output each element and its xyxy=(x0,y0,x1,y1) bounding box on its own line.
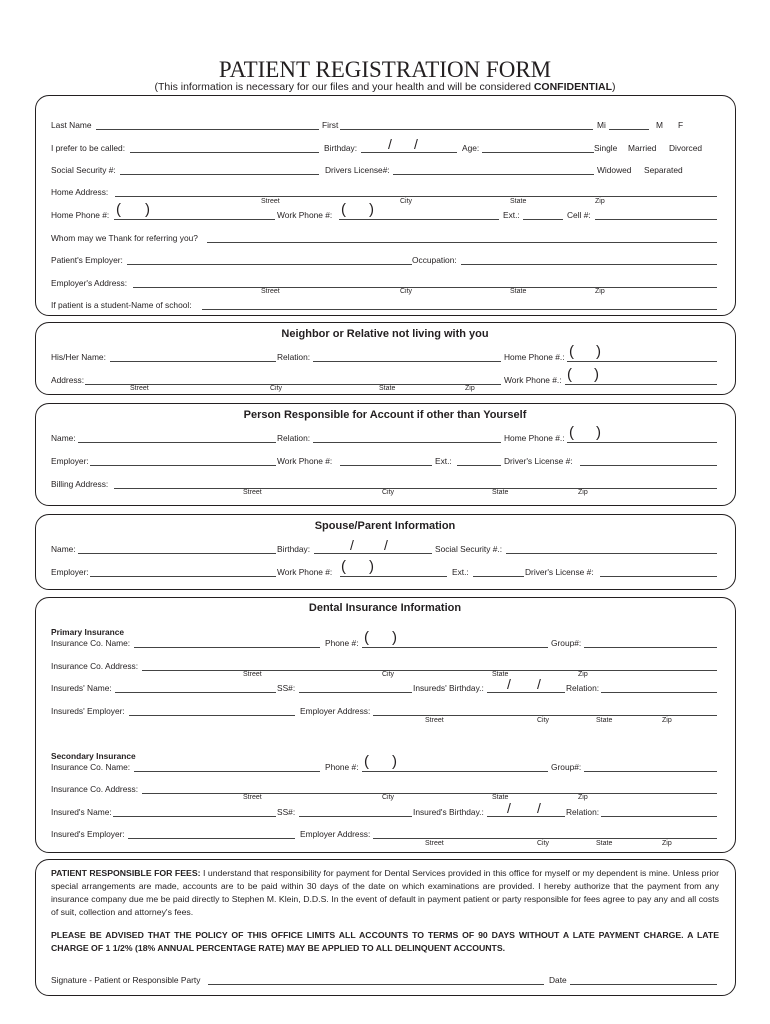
area-code-open: ( xyxy=(364,629,369,646)
primary-phone-label: Phone #: xyxy=(325,638,359,648)
secondary-co-name-input[interactable] xyxy=(134,771,320,772)
home-phone-label: Home Phone #: xyxy=(51,210,110,220)
zip-caption: Zip xyxy=(662,717,672,724)
responsible-name-label: Name: xyxy=(51,433,76,443)
city-caption: City xyxy=(537,717,550,724)
zip-caption: Zip xyxy=(595,198,605,205)
zip-caption: Zip xyxy=(595,288,605,295)
date-slash: / xyxy=(384,537,388,553)
employer-address-label: Employer's Address: xyxy=(51,278,128,288)
primary-insured-birthday-label: Insureds' Birthday.: xyxy=(413,683,484,693)
secondary-relation-label: Relation: xyxy=(566,807,600,817)
status-divorced-option[interactable]: Divorced xyxy=(669,143,703,153)
secondary-insured-name-label: Insured's Name: xyxy=(51,807,112,817)
secondary-insured-birthday-input[interactable] xyxy=(487,816,565,817)
responsible-home-phone-input[interactable] xyxy=(567,442,717,443)
primary-phone-input[interactable] xyxy=(362,647,548,648)
date-slash: / xyxy=(414,136,418,152)
secondary-insurance-heading: Secondary Insurance xyxy=(51,751,136,761)
responsible-ext-label: Ext.: xyxy=(435,456,452,466)
spouse-employer-input[interactable] xyxy=(90,576,276,577)
primary-co-name-input[interactable] xyxy=(134,647,320,648)
area-code-close: ) xyxy=(369,558,374,575)
spouse-name-label: Name: xyxy=(51,544,76,554)
drivers-license-input[interactable] xyxy=(393,174,594,175)
status-single-option[interactable]: Single xyxy=(594,143,618,153)
primary-insured-name-label: Insureds' Name: xyxy=(51,683,112,693)
middle-initial-label: Mi xyxy=(597,120,606,130)
primary-insured-employer-label: Insureds' Employer: xyxy=(51,706,125,716)
area-code-close: ) xyxy=(594,366,599,383)
state-caption: State xyxy=(510,288,527,295)
secondary-insured-employer-input[interactable] xyxy=(128,838,295,839)
date-slash: / xyxy=(388,136,392,152)
referral-input[interactable] xyxy=(207,242,717,243)
state-caption: State xyxy=(492,671,509,678)
area-code-open: ( xyxy=(569,343,574,360)
occupation-label: Occupation: xyxy=(412,255,457,265)
street-caption: Street xyxy=(130,385,149,392)
street-caption: Street xyxy=(425,840,444,847)
city-caption: City xyxy=(382,489,395,496)
area-code-open: ( xyxy=(569,424,574,441)
spouse-name-input[interactable] xyxy=(78,553,276,554)
street-caption: Street xyxy=(243,671,262,678)
responsible-home-phone-label: Home Phone #.: xyxy=(504,433,565,443)
responsible-employer-input[interactable] xyxy=(90,465,276,466)
zip-caption: Zip xyxy=(662,840,672,847)
status-widowed-option[interactable]: Widowed xyxy=(597,165,632,175)
primary-relation-input[interactable] xyxy=(601,692,717,693)
primary-relation-label: Relation: xyxy=(566,683,600,693)
state-caption: State xyxy=(492,794,509,801)
date-slash: / xyxy=(350,537,354,553)
secondary-ss-input[interactable] xyxy=(299,816,412,817)
subtitle-close: ) xyxy=(612,81,616,93)
middle-initial-input[interactable] xyxy=(609,129,649,130)
ext-label: Ext.: xyxy=(503,210,520,220)
spouse-birthday-label: Birthday: xyxy=(277,544,311,554)
cell-phone-input[interactable] xyxy=(595,219,717,220)
responsible-employer-label: Employer: xyxy=(51,456,89,466)
city-caption: City xyxy=(537,840,550,847)
spouse-ext-input[interactable] xyxy=(473,576,524,577)
street-caption: Street xyxy=(261,198,280,205)
street-caption: Street xyxy=(243,794,262,801)
area-code-open: ( xyxy=(341,558,346,575)
neighbor-home-phone-input[interactable] xyxy=(567,361,717,362)
spouse-ssn-input[interactable] xyxy=(506,553,717,554)
secondary-co-address-input[interactable] xyxy=(142,793,717,794)
fees-heading: PATIENT RESPONSIBLE FOR FEES: xyxy=(51,868,201,878)
neighbor-work-phone-input[interactable] xyxy=(565,384,717,385)
birthday-input[interactable] xyxy=(361,152,457,153)
primary-ss-label: SS#: xyxy=(277,683,296,693)
neighbor-work-phone-label: Work Phone #.: xyxy=(504,375,562,385)
spouse-license-input[interactable] xyxy=(600,576,717,577)
home-phone-input[interactable] xyxy=(114,219,275,220)
status-separated-option[interactable]: Separated xyxy=(644,165,683,175)
sex-male-option[interactable]: M xyxy=(656,120,663,130)
city-caption: City xyxy=(382,794,395,801)
secondary-relation-input[interactable] xyxy=(601,816,717,817)
zip-caption: Zip xyxy=(465,385,475,392)
state-caption: State xyxy=(510,198,527,205)
neighbor-section-title: Neighbor or Relative not living with you xyxy=(281,328,489,340)
dental-insurance-section xyxy=(35,597,736,853)
area-code-close: ) xyxy=(392,753,397,770)
zip-caption: Zip xyxy=(578,794,588,801)
first-name-input[interactable] xyxy=(340,129,593,130)
zip-caption: Zip xyxy=(578,489,588,496)
secondary-group-label: Group#: xyxy=(551,762,582,772)
cell-phone-label: Cell #: xyxy=(567,210,591,220)
neighbor-name-input[interactable] xyxy=(110,361,276,362)
responsible-section-title: Person Responsible for Account if other than Yourself xyxy=(243,409,527,421)
secondary-employer-address-label: Employer Address: xyxy=(300,829,371,839)
responsible-work-phone-input[interactable] xyxy=(340,465,432,466)
secondary-co-address-label: Insurance Co. Address: xyxy=(51,784,139,794)
neighbor-home-phone-label: Home Phone #.: xyxy=(504,352,565,362)
date-slash: / xyxy=(537,676,541,692)
secondary-co-name-label: Insurance Co. Name: xyxy=(51,762,131,772)
form-subtitle xyxy=(0,81,770,94)
responsible-relation-label: Relation: xyxy=(277,433,311,443)
work-phone-input[interactable] xyxy=(339,219,499,220)
secondary-phone-label: Phone #: xyxy=(325,762,359,772)
subtitle-text: (This information is necessary for our files and your health and will be considered xyxy=(154,81,534,93)
spouse-ssn-label: Social Security #.: xyxy=(435,544,503,554)
area-code-open: ( xyxy=(341,201,346,218)
fees-text: I understand that responsibility for payment for Dental Services provided in this office for myself or my dependent is mine. Unless prior special arrangements are made, accounts are to be paid within 30 days of the date on which examinations are provided. I hereby authorize that the payment from any insurance company due me be paid directly to Stephen M. Klein, D.D.S. In the event of default in payment patient or party responsible for fees agree to pay any and all costs of suit, collection and attorney's fees. xyxy=(51,868,719,917)
date-input[interactable] xyxy=(570,984,717,985)
primary-insurance-heading: Primary Insurance xyxy=(51,627,125,637)
spouse-ext-label: Ext.: xyxy=(452,567,469,577)
last-name-input[interactable] xyxy=(96,129,319,130)
preferred-name-label: I prefer to be called: xyxy=(51,143,126,153)
spouse-employer-label: Employer: xyxy=(51,567,89,577)
spouse-license-label: Driver's License #: xyxy=(525,567,594,577)
work-phone-label: Work Phone #: xyxy=(277,210,333,220)
area-code-close: ) xyxy=(596,343,601,360)
insurance-section-title: Dental Insurance Information xyxy=(308,602,462,614)
billing-address-label: Billing Address: xyxy=(51,479,109,489)
school-label: If patient is a student-Name of school: xyxy=(51,300,192,310)
responsible-relation-input[interactable] xyxy=(313,442,501,443)
school-input[interactable] xyxy=(202,309,717,310)
neighbor-relation-label: Relation: xyxy=(277,352,311,362)
street-caption: Street xyxy=(261,288,280,295)
sex-female-option[interactable]: F xyxy=(678,120,684,130)
primary-employer-address-label: Employer Address: xyxy=(300,706,371,716)
primary-co-name-label: Insurance Co. Name: xyxy=(51,638,131,648)
ssn-input[interactable] xyxy=(120,174,319,175)
zip-caption: Zip xyxy=(578,671,588,678)
area-code-open: ( xyxy=(567,366,572,383)
area-code-close: ) xyxy=(369,201,374,218)
primary-co-address-input[interactable] xyxy=(142,670,717,671)
status-married-option[interactable]: Married xyxy=(628,143,657,153)
billing-address-input[interactable] xyxy=(114,488,717,489)
state-caption: State xyxy=(596,840,613,847)
spouse-work-phone-input[interactable] xyxy=(340,576,447,577)
age-label: Age: xyxy=(462,143,480,153)
neighbor-name-label: His/Her Name: xyxy=(51,352,106,362)
last-name-label: Last Name xyxy=(51,120,92,130)
area-code-open: ( xyxy=(364,753,369,770)
primary-co-address-label: Insurance Co. Address: xyxy=(51,661,139,671)
primary-insured-name-input[interactable] xyxy=(115,692,276,693)
responsible-license-input[interactable] xyxy=(580,465,717,466)
responsible-ext-input[interactable] xyxy=(457,465,501,466)
secondary-insured-birthday-label: Insured's Birthday.: xyxy=(413,807,484,817)
primary-group-label: Group#: xyxy=(551,638,582,648)
area-code-close: ) xyxy=(392,629,397,646)
employer-address-input[interactable] xyxy=(133,287,717,288)
patient-employer-label: Patient's Employer: xyxy=(51,255,123,265)
secondary-ss-label: SS#: xyxy=(277,807,296,817)
secondary-insured-name-input[interactable] xyxy=(113,816,276,817)
date-slash: / xyxy=(537,800,541,816)
city-caption: City xyxy=(400,198,413,205)
responsible-name-input[interactable] xyxy=(78,442,276,443)
secondary-phone-input[interactable] xyxy=(362,771,548,772)
city-caption: City xyxy=(400,288,413,295)
referral-label: Whom may we Thank for referring you? xyxy=(51,233,198,243)
street-caption: Street xyxy=(425,717,444,724)
neighbor-relation-input[interactable] xyxy=(313,361,501,362)
home-address-input[interactable] xyxy=(115,196,717,197)
date-slash: / xyxy=(507,676,511,692)
state-caption: State xyxy=(379,385,396,392)
home-address-label: Home Address: xyxy=(51,187,109,197)
secondary-insured-employer-label: Insured's Employer: xyxy=(51,829,125,839)
area-code-open: ( xyxy=(116,201,121,218)
responsible-license-label: Driver's License #: xyxy=(504,456,573,466)
date-label: Date xyxy=(549,975,567,985)
primary-insured-birthday-input[interactable] xyxy=(487,692,565,693)
responsible-work-phone-label: Work Phone #: xyxy=(277,456,333,466)
area-code-close: ) xyxy=(145,201,150,218)
primary-employer-address-input[interactable] xyxy=(373,715,717,716)
spouse-birthday-input[interactable] xyxy=(314,553,432,554)
ext-input[interactable] xyxy=(523,219,563,220)
city-caption: City xyxy=(382,671,395,678)
secondary-employer-address-input[interactable] xyxy=(373,838,717,839)
state-caption: State xyxy=(492,489,509,496)
area-code-close: ) xyxy=(596,424,601,441)
subtitle-confidential: CONFIDENTIAL xyxy=(533,81,613,93)
first-name-label: First xyxy=(322,120,339,130)
preferred-name-input[interactable] xyxy=(130,152,319,153)
neighbor-address-label: Address: xyxy=(51,375,85,385)
secondary-group-input[interactable] xyxy=(584,771,717,772)
state-caption: State xyxy=(596,717,613,724)
fees-paragraph xyxy=(51,867,719,919)
form-title: PATIENT REGISTRATION FORM xyxy=(218,57,552,82)
spouse-work-phone-label: Work Phone #: xyxy=(277,567,333,577)
signature-input[interactable] xyxy=(208,984,544,985)
city-caption: City xyxy=(270,385,283,392)
primary-group-input[interactable] xyxy=(584,647,717,648)
ssn-label: Social Security #: xyxy=(51,165,116,175)
primary-insured-employer-input[interactable] xyxy=(129,715,295,716)
late-charge-policy: PLEASE BE ADVISED THAT THE POLICY OF THIS OFFICE LIMITS ALL ACCOUNTS TO TERMS OF 90 DAYS WITHOUT A LATE PAYMENT CHARGE. A LATE CHARGE OF 1 1/2% (18% ANNUAL PERCENTAGE RATE) MAY BE APPLIED TO ALL DELINQUENT ACCOUNTS. xyxy=(51,930,719,953)
street-caption: Street xyxy=(243,489,262,496)
age-input[interactable] xyxy=(482,152,594,153)
drivers-license-label: Drivers License#: xyxy=(325,165,390,175)
birthday-label: Birthday: xyxy=(324,143,358,153)
date-slash: / xyxy=(507,800,511,816)
occupation-input[interactable] xyxy=(461,264,717,265)
signature-label: Signature - Patient or Responsible Party xyxy=(51,975,201,985)
primary-ss-input[interactable] xyxy=(299,692,412,693)
patient-employer-input[interactable] xyxy=(127,264,412,265)
spouse-section-title: Spouse/Parent Information xyxy=(314,520,456,532)
